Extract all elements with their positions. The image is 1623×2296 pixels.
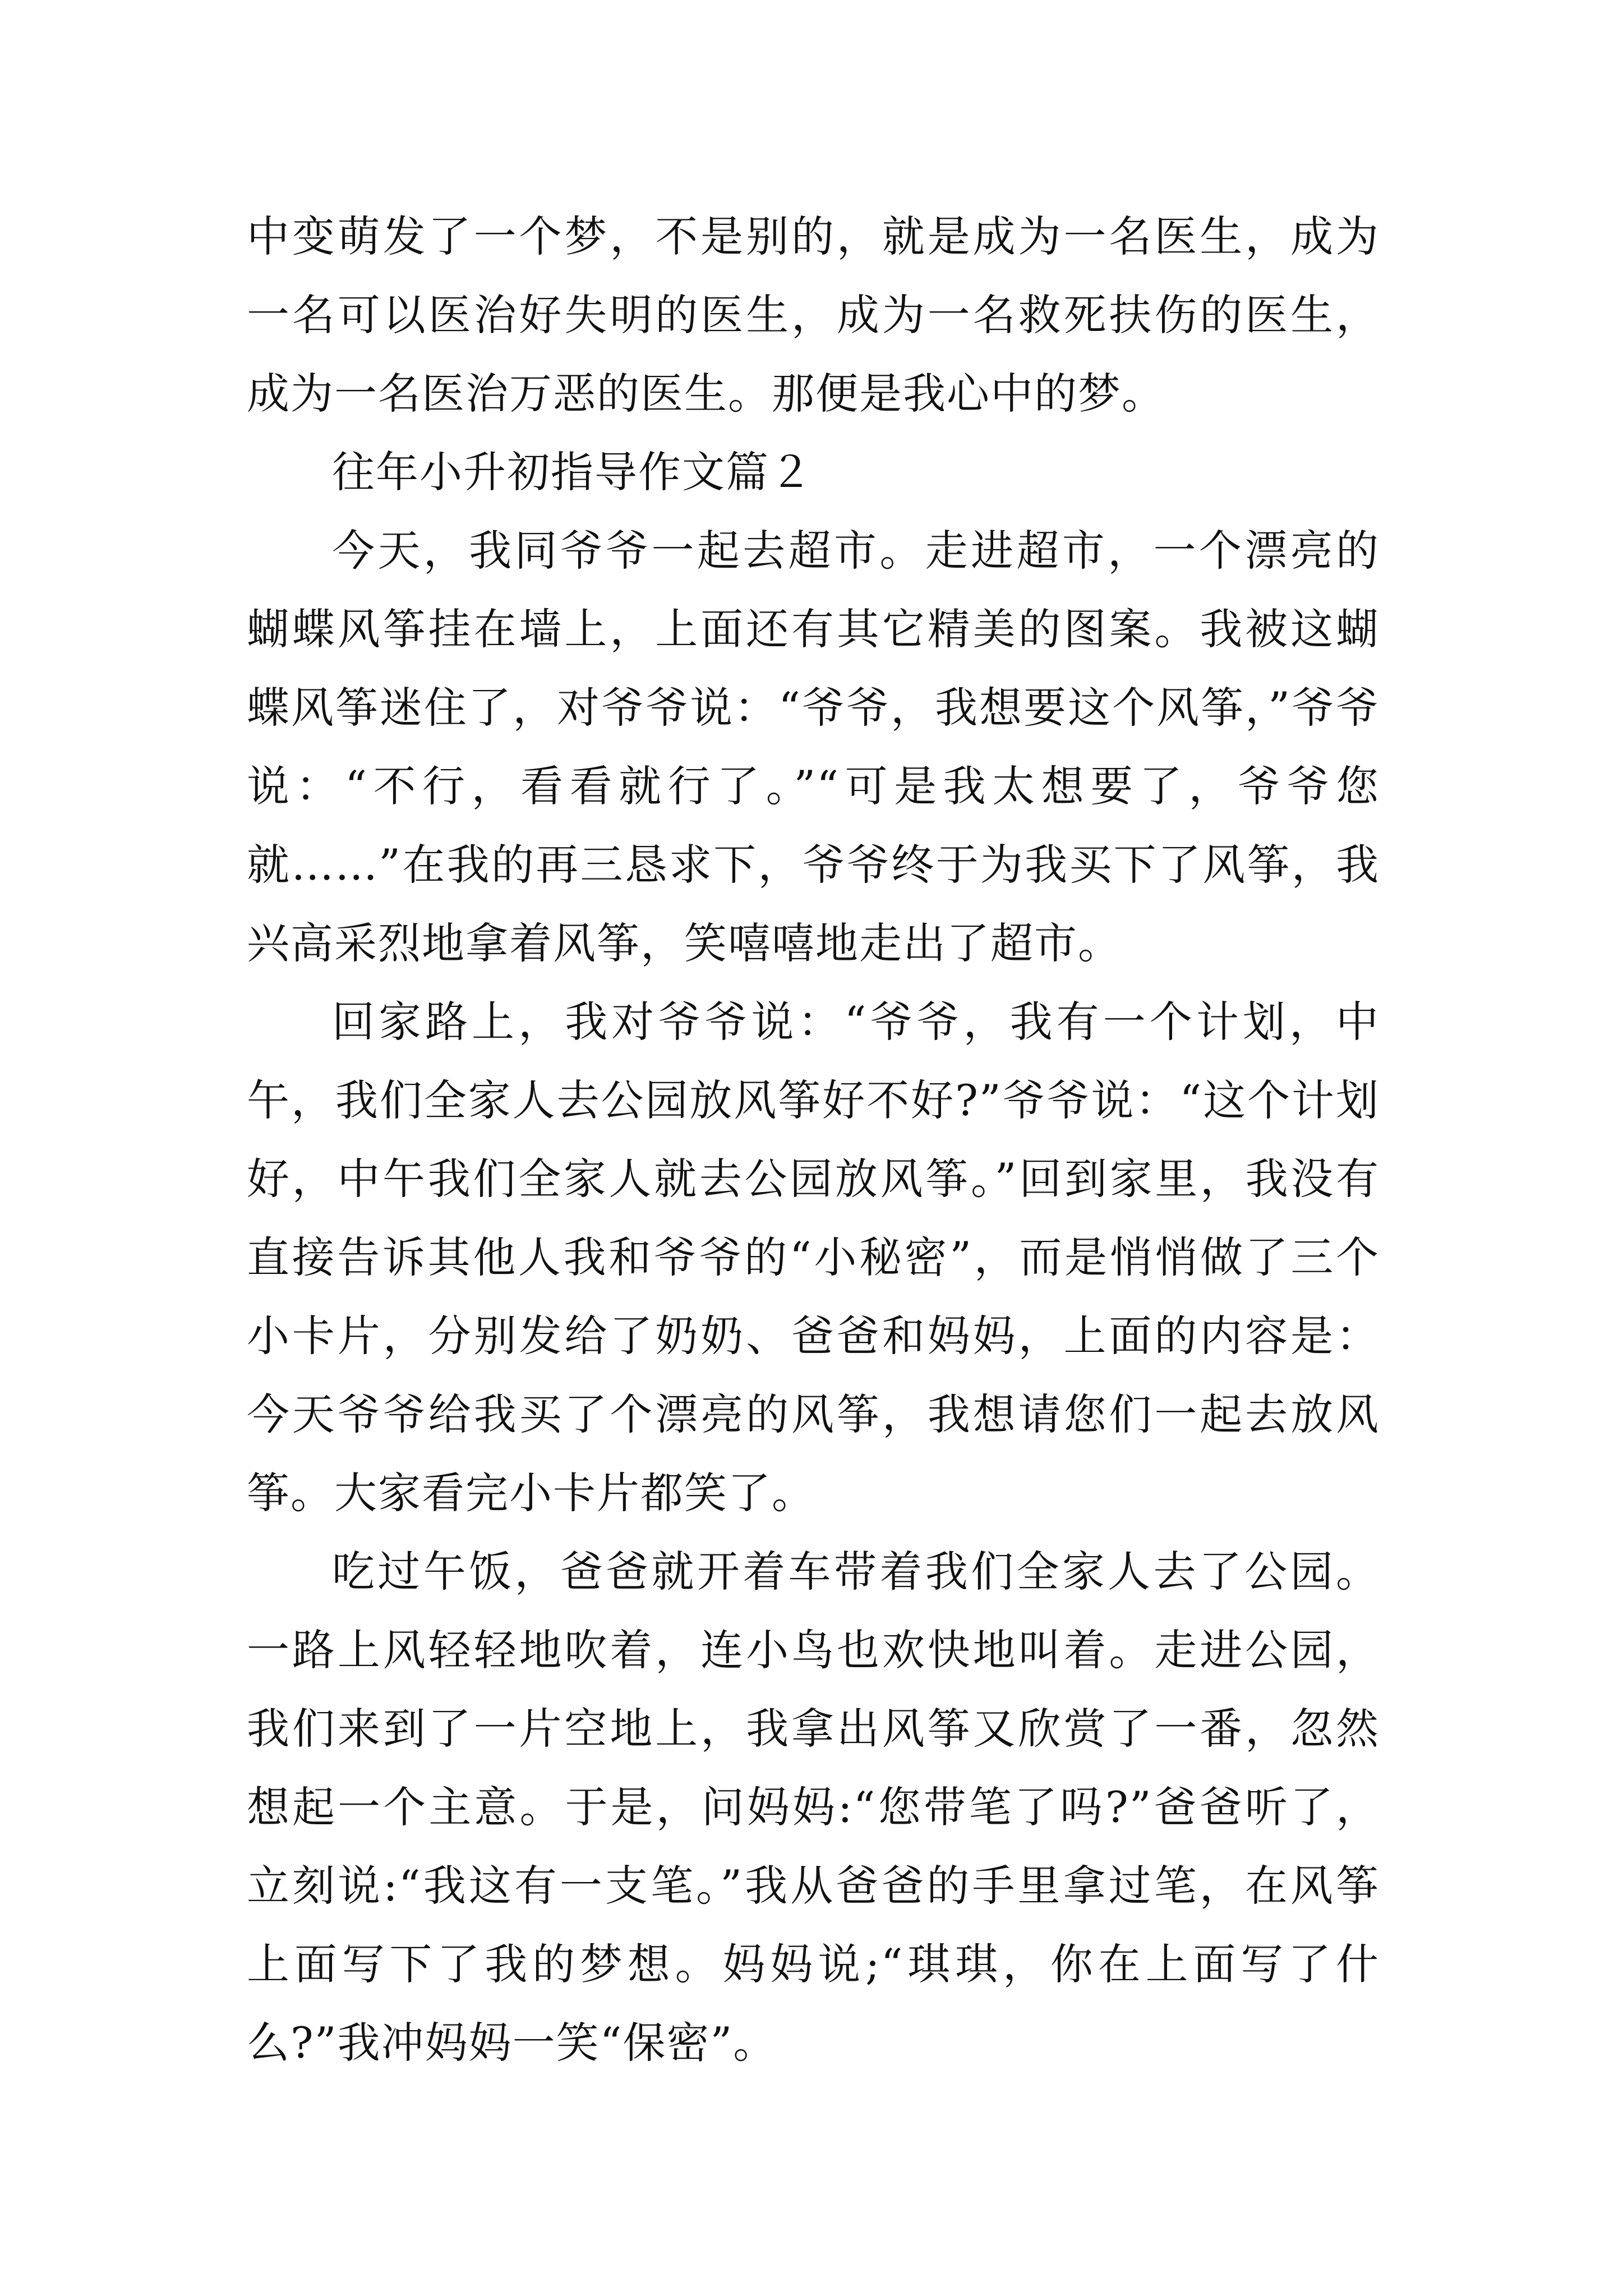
paragraph-supermarket: 今天，我同爷爷一起去超市。走进超市，一个漂亮的蝴蝶风筝挂在墙上，上面还有其它精美的图案。我被这蝴蝶风筝迷住了，对爷爷说：“爷爷，我想要这个风筝，”爷爷说：“不行，看看就行了。”“可是我太想要了，爷爷您就……”在我的再三恳求下，爷爷终于为我买下了风筝，我兴高采烈地拿着风筝，笑嘻嘻地走出了超市。 — [247, 526, 1380, 968]
document-body — [247, 197, 1380, 2082]
section-heading: 往年小升初指导作文篇２ — [332, 447, 813, 497]
paragraph-park: 吃过午饭，爸爸就开着车带着我们全家人去了公园。一路上风轻轻地吹着，连小鸟也欢快地叫着。走进公园，我们来到了一片空地上，我拿出风筝又欣赏了一番，忽然想起一个主意。于是，问妈妈:“您带笔了吗?”爸爸听了，立刻说:“我这有一支笔。”我从爸爸的手里拿过笔，在风筝上面写下了我的梦想。妈妈说;“琪琪，你在上面写了什么?”我冲妈妈一笑“保密”。 — [247, 1547, 1380, 2068]
paragraph-plan: 回家路上，我对爷爷说：“爷爷，我有一个计划，中午，我们全家人去公园放风筝好不好?”爷爷说：“这个计划好，中午我们全家人就去公园放风筝。”回到家里，我没有直接告诉其他人我和爷爷的“小秘密”，而是悄悄做了三个小卡片，分别发给了奶奶、爸爸和妈妈，上面的内容是：今天爷爷给我买了个漂亮的风筝，我想请您们一起去放风筝。大家看完小卡片都笑了。 — [247, 997, 1380, 1518]
paragraph-continuation: 中变萌发了一个梦，不是别的，就是成为一名医生，成为一名可以医治好失明的医生，成为一名救死扶伤的医生，成为一名医治万恶的医生。那便是我心中的梦。 — [247, 211, 1380, 418]
